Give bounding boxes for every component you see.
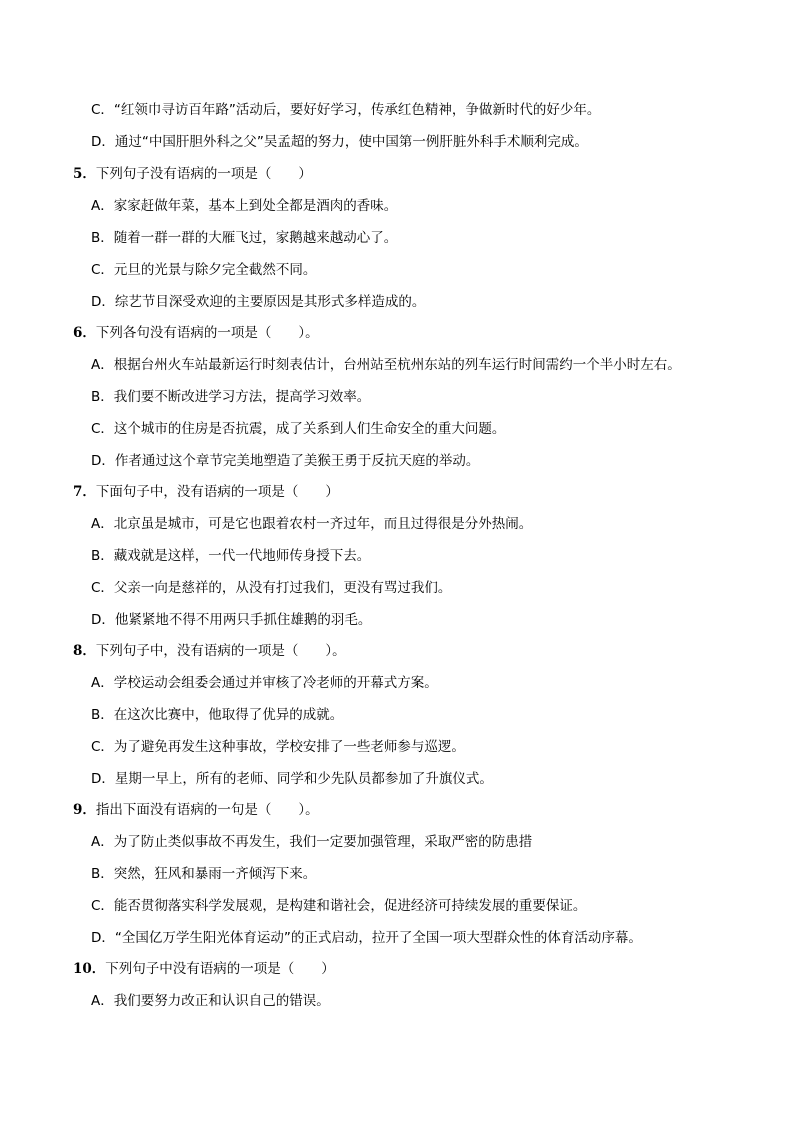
q8-option-c: C．为了避免再发生这种事故，学校安排了一些老师参与巡逻。 — [91, 739, 465, 755]
q10-stem: 下列句子中没有语病的一项是（ ） — [105, 961, 335, 977]
q9-number: 9． — [73, 802, 96, 818]
q6-option-a: A．根据台州火车站最新运行时刻表估计，台州站至杭州东站的列车运行时间需约一个半小时左右。 — [91, 357, 681, 373]
q8-option-d: D．星期一早上，所有的老师、同学和少先队员都参加了升旗仪式。 — [91, 771, 493, 787]
q7-question — [73, 482, 339, 502]
q10-number: 10． — [73, 961, 106, 977]
q10-question — [73, 959, 335, 979]
q7-stem: 下面句子中，没有语病的一项是（ ） — [95, 484, 339, 500]
q8-option-b: B．在这次比赛中，他取得了优异的成就。 — [91, 707, 344, 723]
q9-option-c: C．能否贯彻落实科学发展观，是构建和谐社会，促进经济可持续发展的重要保证。 — [91, 898, 587, 914]
q5-option-c: C．元旦的光景与除夕完全截然不同。 — [91, 262, 317, 278]
q10-option-a: A．我们要努力改正和认识自己的错误。 — [91, 993, 330, 1009]
q8-option-a: A．学校运动会组委会通过并审核了冷老师的开幕式方案。 — [91, 675, 438, 691]
q5-option-a: A．家家赶做年菜，基本上到处全都是酒肉的香味。 — [91, 198, 398, 214]
q7-option-d: D．他紧紧地不得不用两只手抓住雄鹅的羽毛。 — [91, 612, 372, 628]
q4-option-c: C．“红领巾寻访百年路”活动后，要好好学习，传承红色精神，争做新时代的好少年。 — [91, 102, 601, 118]
q7-option-a: A．北京虽是城市，可是它也跟着农村一齐过年，而且过得很是分外热闹。 — [91, 516, 533, 532]
q9-option-b: B．突然，狂风和暴雨一齐倾泻下来。 — [91, 866, 317, 882]
q7-option-c: C．父亲一向是慈祥的，从没有打过我们，更没有骂过我们。 — [91, 580, 452, 596]
q4-option-d: D．通过“中国肝胆外科之父”吴孟超的努力，使中国第一例肝脏外科手术顺利完成。 — [91, 134, 588, 150]
q5-number: 5． — [73, 166, 96, 182]
q6-stem: 下列各句没有语病的一项是（ ）。 — [95, 325, 319, 341]
q6-option-b: B．我们要不断改进学习方法，提高学习效率。 — [91, 389, 371, 405]
q6-option-d: D．作者通过这个章节完美地塑造了美猴王勇于反抗天庭的举动。 — [91, 453, 480, 469]
q5-option-d: D．综艺节目深受欢迎的主要原因是其形式多样造成的。 — [91, 294, 426, 310]
q5-stem: 下列句子没有语病的一项是（ ） — [95, 166, 312, 182]
q9-stem: 指出下面没有语病的一句是（ ）。 — [95, 802, 319, 818]
q6-question — [73, 323, 319, 343]
q7-number: 7． — [73, 484, 96, 500]
q6-number: 6． — [73, 325, 96, 341]
q6-option-c: C．这个城市的住房是否抗震，成了关系到人们生命安全的重大问题。 — [91, 421, 506, 437]
q7-option-b: B．藏戏就是这样，一代一代地师传身授下去。 — [91, 548, 371, 564]
q5-option-b: B．随着一群一群的大雁飞过，家鹅越来越动心了。 — [91, 230, 398, 246]
q5-question — [73, 164, 312, 184]
q8-stem: 下列句子中，没有语病的一项是（ ）。 — [95, 643, 346, 659]
q9-option-d: D．“全国亿万学生阳光体育运动”的正式启动，拉开了全国一项大型群众性的体育活动序幕。 — [91, 930, 642, 946]
q9-question — [73, 800, 319, 820]
q8-number: 8． — [73, 643, 96, 659]
q8-question — [73, 641, 346, 661]
q9-option-a: A．为了防止类似事故不再发生，我们一定要加强管理，采取严密的防患措 — [91, 834, 533, 850]
